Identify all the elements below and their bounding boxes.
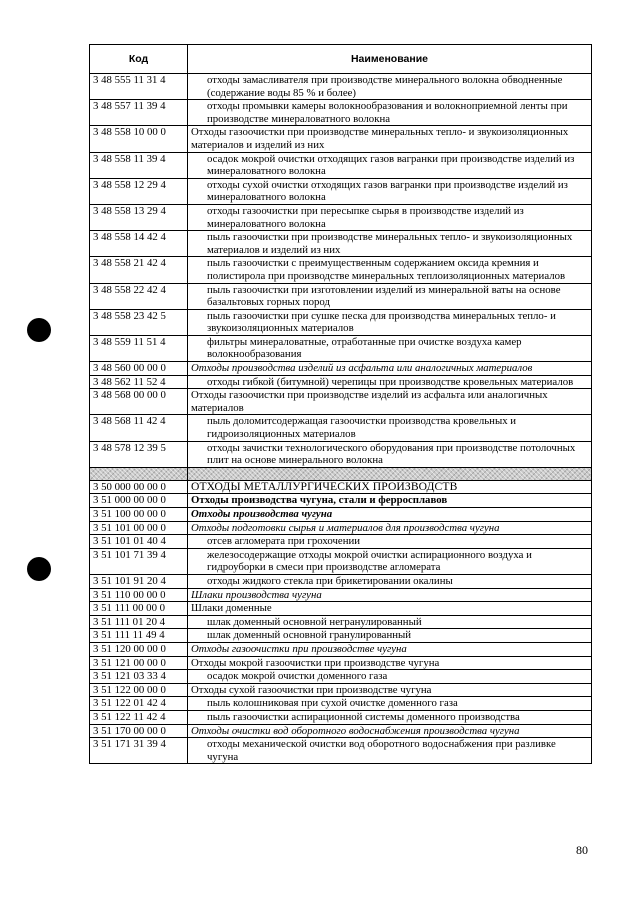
waste-code-cell: 3 51 111 11 49 4 xyxy=(90,629,188,643)
table-row xyxy=(90,415,592,441)
punch-hole-bottom xyxy=(27,557,51,581)
waste-code-cell xyxy=(90,467,188,480)
waste-code-cell: 3 51 170 00 00 0 xyxy=(90,724,188,738)
waste-code-cell: 3 48 558 11 39 4 xyxy=(90,152,188,178)
section-separator-row xyxy=(90,467,592,480)
waste-name-cell: пыль доломитсодержащая газоочистки производства кровельных и гидроизоляционных материалов xyxy=(188,415,592,441)
table-row xyxy=(90,480,592,494)
table-row xyxy=(90,588,592,602)
waste-code-cell: 3 48 557 11 39 4 xyxy=(90,100,188,126)
table-row xyxy=(90,100,592,126)
table-row xyxy=(90,362,592,376)
waste-name-cell: Отходы подготовки сырья и материалов для производства чугуна xyxy=(188,521,592,535)
waste-name-cell: Шлаки доменные xyxy=(188,602,592,616)
page-number: 80 xyxy=(576,843,588,857)
waste-code-cell: 3 48 558 10 00 0 xyxy=(90,126,188,152)
waste-code-cell: 3 51 101 71 39 4 xyxy=(90,548,188,574)
waste-code-cell: 3 48 559 11 51 4 xyxy=(90,335,188,361)
waste-name-cell: пыль газоочистки при производстве минеральных тепло- и звукоизоляционных материалов и изделий из них xyxy=(188,231,592,257)
waste-code-cell: 3 48 558 12 29 4 xyxy=(90,178,188,204)
waste-name-cell: Отходы сухой газоочистки при производстве чугуна xyxy=(188,683,592,697)
waste-name-cell: железосодержащие отходы мокрой очистки аспирационного воздуха и гидроуборки в смеси при производстве агломерата xyxy=(188,548,592,574)
waste-name-cell: отходы механической очистки вод оборотного водоснабжения при разливке чугуна xyxy=(188,738,592,764)
waste-code-cell: 3 51 122 00 00 0 xyxy=(90,683,188,697)
table-row xyxy=(90,521,592,535)
table-row xyxy=(90,74,592,100)
table-row xyxy=(90,508,592,522)
waste-code-cell: 3 48 578 12 39 5 xyxy=(90,441,188,467)
waste-name-cell: пыль газоочистки при сушке песка для производства минеральных тепло- и звукоизоляционных материалов xyxy=(188,309,592,335)
waste-code-cell: 3 51 101 00 00 0 xyxy=(90,521,188,535)
waste-code-cell: 3 51 120 00 00 0 xyxy=(90,642,188,656)
waste-name-cell: шлак доменный основной негранулированный xyxy=(188,615,592,629)
waste-name-cell: Отходы газоочистки при производстве минеральных тепло- и звукоизоляционных материалов и изделий из них xyxy=(188,126,592,152)
waste-code-cell: 3 48 558 21 42 4 xyxy=(90,257,188,283)
table-row xyxy=(90,283,592,309)
waste-name-cell: Шлаки производства чугуна xyxy=(188,588,592,602)
waste-code-cell: 3 48 558 22 42 4 xyxy=(90,283,188,309)
waste-name-cell: отходы жидкого стекла при брикетировании окалины xyxy=(188,574,592,588)
waste-name-cell: осадок мокрой очистки доменного газа xyxy=(188,670,592,684)
table-row xyxy=(90,375,592,389)
table-row xyxy=(90,309,592,335)
table-row xyxy=(90,670,592,684)
waste-name-cell: отходы зачистки технологического оборудования при производстве потолочных плит на основе минерального волокна xyxy=(188,441,592,467)
table-row xyxy=(90,656,592,670)
waste-name-cell: отходы газоочистки при пересыпке сырья в производстве изделий из минераловатного волокна xyxy=(188,204,592,230)
table-row xyxy=(90,257,592,283)
waste-name-cell: Отходы производства чугуна xyxy=(188,508,592,522)
table-row xyxy=(90,335,592,361)
waste-code-cell: 3 51 110 00 00 0 xyxy=(90,588,188,602)
waste-code-cell: 3 48 568 00 00 0 xyxy=(90,389,188,415)
waste-name-cell: Отходы производства чугуна, стали и ферросплавов xyxy=(188,494,592,508)
waste-name-cell: пыль газоочистки с преимущественным содержанием оксида кремния и полистирола при производстве минеральных теплоизоляционных материалов xyxy=(188,257,592,283)
waste-name-cell: фильтры минераловатные, отработанные при очистке воздуха камер волокнообразования xyxy=(188,335,592,361)
waste-code-cell: 3 51 111 01 20 4 xyxy=(90,615,188,629)
waste-name-cell: отходы промывки камеры волокнообразования и волокноприемной ленты при производстве минераловатного волокна xyxy=(188,100,592,126)
table-row xyxy=(90,683,592,697)
waste-code-cell: 3 51 101 91 20 4 xyxy=(90,574,188,588)
waste-code-cell: 3 48 555 11 31 4 xyxy=(90,74,188,100)
table-header-row xyxy=(90,45,592,74)
waste-name-cell: Отходы очистки вод оборотного водоснабжения производства чугуна xyxy=(188,724,592,738)
waste-classification-table xyxy=(89,44,592,764)
waste-code-cell: 3 51 171 31 39 4 xyxy=(90,738,188,764)
table-row xyxy=(90,535,592,549)
waste-name-cell: отходы сухой очистки отходящих газов вагранки при производстве изделий из минераловатного волокна xyxy=(188,178,592,204)
table-row xyxy=(90,710,592,724)
waste-code-cell: 3 50 000 00 00 0 xyxy=(90,480,188,494)
waste-code-cell: 3 51 121 03 33 4 xyxy=(90,670,188,684)
waste-code-cell: 3 51 111 00 00 0 xyxy=(90,602,188,616)
waste-code-cell: 3 51 121 00 00 0 xyxy=(90,656,188,670)
table-row xyxy=(90,152,592,178)
waste-code-cell: 3 51 101 01 40 4 xyxy=(90,535,188,549)
table-row xyxy=(90,724,592,738)
column-header-name: Наименование xyxy=(188,45,592,74)
table-row xyxy=(90,629,592,643)
waste-code-cell: 3 48 558 13 29 4 xyxy=(90,204,188,230)
waste-code-cell: 3 48 558 14 42 4 xyxy=(90,231,188,257)
waste-name-cell: осадок мокрой очистки отходящих газов вагранки при производстве изделий из минераловатного волокна xyxy=(188,152,592,178)
waste-code-cell: 3 51 122 11 42 4 xyxy=(90,710,188,724)
column-header-code: Код xyxy=(90,45,188,74)
table-row xyxy=(90,574,592,588)
table-row xyxy=(90,738,592,764)
waste-name-cell: пыль колошниковая при сухой очистке доменного газа xyxy=(188,697,592,711)
table-row xyxy=(90,231,592,257)
table-row xyxy=(90,602,592,616)
table-row xyxy=(90,494,592,508)
waste-name-cell: Отходы газоочистки при производстве изделий из асфальта или аналогичных материалов xyxy=(188,389,592,415)
table-row xyxy=(90,178,592,204)
table-row xyxy=(90,204,592,230)
waste-code-cell: 3 48 562 11 52 4 xyxy=(90,375,188,389)
table-row xyxy=(90,642,592,656)
waste-name-cell: пыль газоочистки аспирационной системы доменного производства xyxy=(188,710,592,724)
waste-name-cell: пыль газоочистки при изготовлении изделий из минеральной ваты на основе базальтовых горных пород xyxy=(188,283,592,309)
waste-name-cell: Отходы производства изделий из асфальта или аналогичных материалов xyxy=(188,362,592,376)
table-row xyxy=(90,126,592,152)
punch-hole-top xyxy=(27,318,51,342)
waste-name-cell: отходы замасливателя при производстве минерального волокна обводненные (содержание воды 85 % и более) xyxy=(188,74,592,100)
table-row xyxy=(90,441,592,467)
waste-code-cell: 3 51 000 00 00 0 xyxy=(90,494,188,508)
table-body xyxy=(90,74,592,764)
waste-name-cell xyxy=(188,467,592,480)
waste-code-cell: 3 51 100 00 00 0 xyxy=(90,508,188,522)
table-row xyxy=(90,389,592,415)
waste-name-cell: Отходы газоочистки при производстве чугуна xyxy=(188,642,592,656)
waste-code-cell: 3 51 122 01 42 4 xyxy=(90,697,188,711)
waste-name-cell: ОТХОДЫ МЕТАЛЛУРГИЧЕСКИХ ПРОИЗВОДСТВ xyxy=(188,480,592,494)
waste-name-cell: отсев агломерата при грохочении xyxy=(188,535,592,549)
waste-code-cell: 3 48 558 23 42 5 xyxy=(90,309,188,335)
waste-code-cell: 3 48 568 11 42 4 xyxy=(90,415,188,441)
table-row xyxy=(90,615,592,629)
waste-name-cell: отходы гибкой (битумной) черепицы при производстве кровельных материалов xyxy=(188,375,592,389)
waste-code-cell: 3 48 560 00 00 0 xyxy=(90,362,188,376)
waste-name-cell: Отходы мокрой газоочистки при производстве чугуна xyxy=(188,656,592,670)
waste-name-cell: шлак доменный основной гранулированный xyxy=(188,629,592,643)
table-row xyxy=(90,697,592,711)
table-row xyxy=(90,548,592,574)
